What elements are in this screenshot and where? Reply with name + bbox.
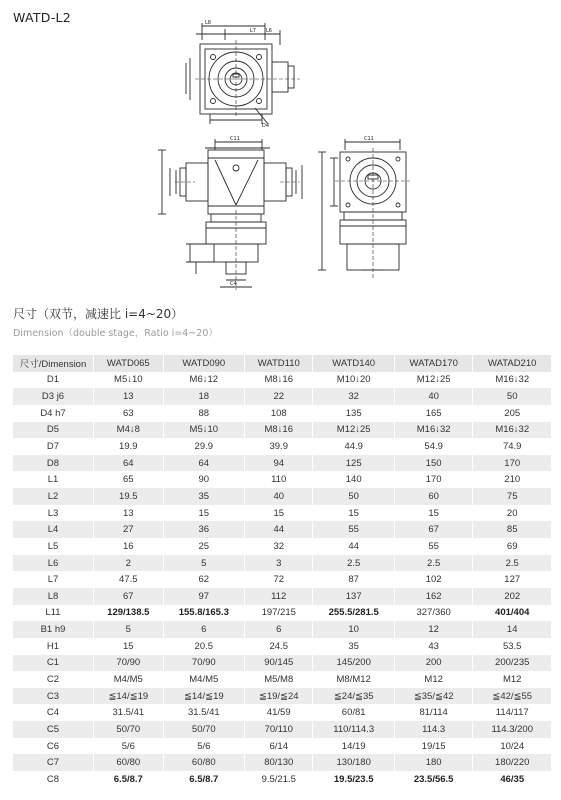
- table-row: [13, 438, 552, 455]
- table-cell: ≦42/≦55: [473, 688, 552, 705]
- row-label: L3: [13, 505, 94, 522]
- table-cell: 6: [163, 621, 244, 638]
- table-cell: 2.5: [313, 555, 394, 572]
- table-cell: M12: [473, 671, 552, 688]
- table-header-row: [13, 355, 552, 372]
- table-cell: 22: [245, 388, 313, 405]
- table-cell: M5↓10: [163, 422, 244, 439]
- table-cell: 44: [313, 538, 394, 555]
- table-cell: 401/404: [473, 605, 552, 622]
- table-cell: 13: [94, 388, 164, 405]
- row-label: L1: [13, 471, 94, 488]
- table-cell: 35: [313, 638, 394, 655]
- table-cell: 36: [163, 521, 244, 538]
- table-row: [13, 455, 552, 472]
- table-header: [13, 355, 552, 372]
- table-cell: 80/130: [245, 754, 313, 771]
- table-cell: 32: [245, 538, 313, 555]
- row-label: D7: [13, 438, 94, 455]
- table-cell: 50: [473, 388, 552, 405]
- table-cell: 50/70: [163, 721, 244, 738]
- table-cell: 2: [94, 555, 164, 572]
- row-label: C1: [13, 655, 94, 672]
- row-label: C6: [13, 738, 94, 755]
- table-cell: M5/M8: [245, 671, 313, 688]
- row-label: C3: [13, 688, 94, 705]
- table-cell: 75: [473, 488, 552, 505]
- table-cell: 44: [245, 521, 313, 538]
- table-cell: 200: [394, 655, 473, 672]
- table-cell: M16↓32: [473, 372, 552, 389]
- row-label: L6: [13, 555, 94, 572]
- table-cell: 50: [313, 488, 394, 505]
- table-cell: 55: [394, 538, 473, 555]
- table-cell: 327/360: [394, 605, 473, 622]
- table-cell: 44.9: [313, 438, 394, 455]
- table-cell: 90: [163, 471, 244, 488]
- table-cell: 145/200: [313, 655, 394, 672]
- table-cell: 15: [94, 638, 164, 655]
- table-cell: M12↓25: [394, 372, 473, 389]
- table-cell: 70/90: [94, 655, 164, 672]
- table-cell: 114.3/200: [473, 721, 552, 738]
- side-c11-label: C11: [364, 136, 374, 142]
- table-row: [13, 521, 552, 538]
- table-cell: 40: [245, 488, 313, 505]
- row-label: D8: [13, 455, 94, 472]
- table-cell: 62: [163, 571, 244, 588]
- table-cell: 27: [94, 521, 164, 538]
- table-cell: 60: [394, 488, 473, 505]
- table-cell: 85: [473, 521, 552, 538]
- table-cell: M12: [394, 671, 473, 688]
- table-cell: 70/90: [163, 655, 244, 672]
- table-cell: 39.9: [245, 438, 313, 455]
- table-row: [13, 738, 552, 755]
- table-cell: 19.9: [94, 438, 164, 455]
- table-row: [13, 655, 552, 672]
- row-label: L5: [13, 538, 94, 555]
- table-cell: 255.5/281.5: [313, 605, 394, 622]
- table-cell: 88: [163, 405, 244, 422]
- row-label: D5: [13, 422, 94, 439]
- technical-drawing: [0, 0, 561, 300]
- table-cell: 23.5/56.5: [394, 771, 473, 788]
- row-label: D3 j6: [13, 388, 94, 405]
- table-cell: 24.5: [245, 638, 313, 655]
- table-cell: 97: [163, 588, 244, 605]
- table-row: [13, 671, 552, 688]
- table-cell: 40: [394, 388, 473, 405]
- table-cell: 65: [94, 471, 164, 488]
- table-cell: 67: [94, 588, 164, 605]
- table-cell: 2.5: [394, 555, 473, 572]
- table-cell: 6: [245, 621, 313, 638]
- table-cell: 9.5/21.5: [245, 771, 313, 788]
- table-cell: 110: [245, 471, 313, 488]
- table-cell: 64: [94, 455, 164, 472]
- table-cell: 15: [313, 505, 394, 522]
- table-cell: M6↓12: [163, 372, 244, 389]
- table-cell: 162: [394, 588, 473, 605]
- table-row: [13, 754, 552, 771]
- front-c11-label: C11: [230, 136, 240, 142]
- table-cell: 74.9: [473, 438, 552, 455]
- table-cell: 6.5/8.7: [94, 771, 164, 788]
- table-cell: M8/M12: [313, 671, 394, 688]
- table-cell: 60/80: [94, 754, 164, 771]
- table-cell: 180/220: [473, 754, 552, 771]
- table-cell: 41/59: [245, 704, 313, 721]
- top-l8-label: L8: [205, 20, 211, 26]
- table-cell: 135: [313, 405, 394, 422]
- dimension-table: [13, 355, 552, 788]
- header-model: WATD065: [94, 355, 164, 372]
- table-cell: M12↓25: [313, 422, 394, 439]
- table-cell: 200/235: [473, 655, 552, 672]
- row-label: C5: [13, 721, 94, 738]
- table-cell: 25: [163, 538, 244, 555]
- table-cell: 5: [163, 555, 244, 572]
- table-cell: 16: [94, 538, 164, 555]
- table-cell: 150: [394, 455, 473, 472]
- table-cell: 180: [394, 754, 473, 771]
- table-cell: 155.8/165.3: [163, 605, 244, 622]
- table-row: [13, 704, 552, 721]
- table-cell: 10: [313, 621, 394, 638]
- table-cell: 10/24: [473, 738, 552, 755]
- table-cell: 130/180: [313, 754, 394, 771]
- table-cell: 87: [313, 571, 394, 588]
- table-cell: 114/117: [473, 704, 552, 721]
- table-cell: 19.5: [94, 488, 164, 505]
- table-cell: 114.3: [394, 721, 473, 738]
- table-cell: ≦14/≦19: [163, 688, 244, 705]
- table-cell: 140: [313, 471, 394, 488]
- table-cell: 63: [94, 405, 164, 422]
- table-cell: 31.5/41: [163, 704, 244, 721]
- table-cell: 32: [313, 388, 394, 405]
- table-cell: 12: [394, 621, 473, 638]
- table-cell: 137: [313, 588, 394, 605]
- header-model: WATD140: [313, 355, 394, 372]
- table-row: [13, 721, 552, 738]
- table-cell: 54.9: [394, 438, 473, 455]
- table-cell: 205: [473, 405, 552, 422]
- page-title: WATD-L2: [13, 10, 72, 25]
- front-view: [158, 136, 302, 290]
- top-l7-label: L7: [250, 28, 256, 34]
- table-cell: 53.5: [473, 638, 552, 655]
- table-row: [13, 555, 552, 572]
- table-cell: 5/6: [163, 738, 244, 755]
- table-cell: 127: [473, 571, 552, 588]
- table-cell: 15: [163, 505, 244, 522]
- table-row: [13, 605, 552, 622]
- table-cell: 15: [394, 505, 473, 522]
- table-cell: 69: [473, 538, 552, 555]
- table-row: [13, 771, 552, 788]
- row-label: L8: [13, 588, 94, 605]
- table-cell: 19/15: [394, 738, 473, 755]
- front-c4-label: C4: [230, 281, 237, 287]
- table-cell: 14/19: [313, 738, 394, 755]
- table-cell: 108: [245, 405, 313, 422]
- table-row: [13, 538, 552, 555]
- table-cell: 20.5: [163, 638, 244, 655]
- table-cell: 2.5: [473, 555, 552, 572]
- table-body: [13, 372, 552, 788]
- header-model: WATAD210: [473, 355, 552, 372]
- table-cell: 5: [94, 621, 164, 638]
- table-cell: 202: [473, 588, 552, 605]
- table-cell: 20: [473, 505, 552, 522]
- row-label: L11: [13, 605, 94, 622]
- row-label: L4: [13, 521, 94, 538]
- table-cell: M10↓20: [313, 372, 394, 389]
- table-cell: M16↓32: [473, 422, 552, 439]
- table-cell: 15: [245, 505, 313, 522]
- row-label: L7: [13, 571, 94, 588]
- table-cell: ≦24/≦35: [313, 688, 394, 705]
- header-model: WATAD170: [394, 355, 473, 372]
- table-row: [13, 405, 552, 422]
- table-cell: 64: [163, 455, 244, 472]
- table-row: [13, 422, 552, 439]
- table-cell: 129/138.5: [94, 605, 164, 622]
- table-cell: 72: [245, 571, 313, 588]
- table-row: [13, 621, 552, 638]
- table-cell: 6.5/8.7: [163, 771, 244, 788]
- table-row: [13, 688, 552, 705]
- table-cell: 90/145: [245, 655, 313, 672]
- table-cell: 112: [245, 588, 313, 605]
- row-label: C2: [13, 671, 94, 688]
- row-label: L2: [13, 488, 94, 505]
- table-cell: M4↓8: [94, 422, 164, 439]
- table-cell: 60/80: [163, 754, 244, 771]
- table-cell: 6/14: [245, 738, 313, 755]
- table-row: [13, 388, 552, 405]
- table-cell: 31.5/41: [94, 704, 164, 721]
- table-cell: 197/215: [245, 605, 313, 622]
- table-cell: 35: [163, 488, 244, 505]
- section-subheading: Dimension（double stage，Ratio i=4~20）: [13, 328, 218, 339]
- row-label: B1 h9: [13, 621, 94, 638]
- table-row: [13, 571, 552, 588]
- table-cell: 67: [394, 521, 473, 538]
- table-cell: 81/114: [394, 704, 473, 721]
- table-cell: ≦14/≦19: [94, 688, 164, 705]
- table-cell: 50/70: [94, 721, 164, 738]
- table-cell: 19.5/23.5: [313, 771, 394, 788]
- table-cell: M4/M5: [163, 671, 244, 688]
- table-cell: 94: [245, 455, 313, 472]
- table-cell: 14: [473, 621, 552, 638]
- top-l6-label: L6: [266, 28, 272, 34]
- table-cell: 170: [394, 471, 473, 488]
- row-label: C8: [13, 771, 94, 788]
- top-view: [186, 20, 300, 129]
- table-cell: 3: [245, 555, 313, 572]
- table-row: [13, 488, 552, 505]
- table-cell: 70/110: [245, 721, 313, 738]
- table-cell: 47.5: [94, 571, 164, 588]
- section-heading: 尺寸（双节，减速比 i=4~20）: [13, 307, 184, 321]
- row-label: D1: [13, 372, 94, 389]
- table-cell: M16↓32: [394, 422, 473, 439]
- table-row: [13, 505, 552, 522]
- table-row: [13, 638, 552, 655]
- table-cell: 210: [473, 471, 552, 488]
- table-row: [13, 372, 552, 389]
- table-cell: ≦35/≦42: [394, 688, 473, 705]
- table-cell: 18: [163, 388, 244, 405]
- row-label: D4 h7: [13, 405, 94, 422]
- side-view: [318, 136, 410, 280]
- table-cell: 170: [473, 455, 552, 472]
- table-cell: ≦19/≦24: [245, 688, 313, 705]
- table-cell: 29.9: [163, 438, 244, 455]
- table-cell: 13: [94, 505, 164, 522]
- top-d4-label: D4: [262, 123, 270, 129]
- table-cell: 165: [394, 405, 473, 422]
- table-cell: 110/114.3: [313, 721, 394, 738]
- table-cell: M4/M5: [94, 671, 164, 688]
- header-dimension: 尺寸/Dimension: [13, 355, 94, 372]
- table-cell: M5↓10: [94, 372, 164, 389]
- row-label: C7: [13, 754, 94, 771]
- table-cell: 5/6: [94, 738, 164, 755]
- table-cell: 43: [394, 638, 473, 655]
- header-model: WATD110: [245, 355, 313, 372]
- row-label: C4: [13, 704, 94, 721]
- table-cell: 46/35: [473, 771, 552, 788]
- table-row: [13, 471, 552, 488]
- table-cell: 125: [313, 455, 394, 472]
- header-model: WATD090: [163, 355, 244, 372]
- row-label: H1: [13, 638, 94, 655]
- table-cell: M8↓16: [245, 422, 313, 439]
- table-cell: 55: [313, 521, 394, 538]
- table-cell: 102: [394, 571, 473, 588]
- table-cell: M8↓16: [245, 372, 313, 389]
- table-row: [13, 588, 552, 605]
- table-cell: 60/81: [313, 704, 394, 721]
